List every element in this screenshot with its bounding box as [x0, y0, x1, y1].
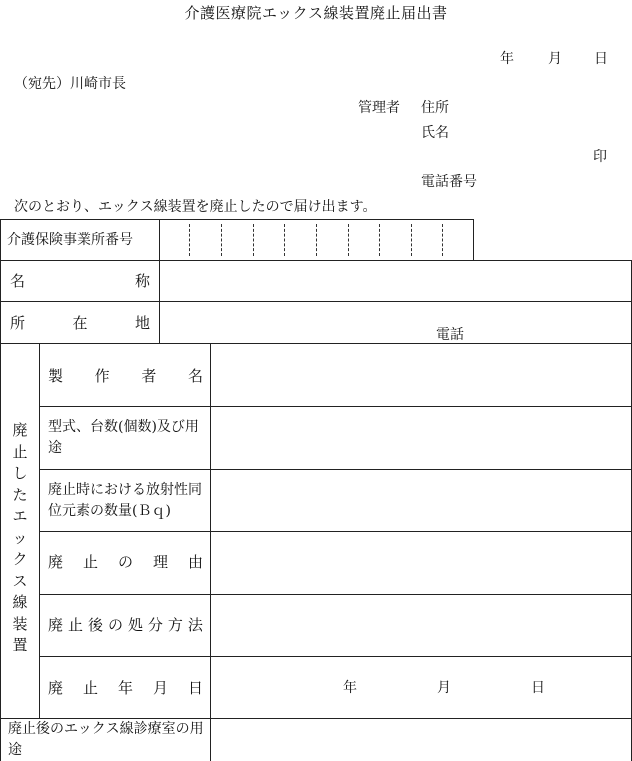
date-month-label: 月 [548, 51, 562, 67]
isotope-quantity-label: 廃止時における放射性同位元素の数量(Ｂｑ) [48, 482, 202, 519]
digit-box-divider [253, 224, 254, 256]
applicant-address-label: 住所 [421, 100, 449, 116]
provider-number-label: 介護保険事業所番号 [7, 232, 133, 248]
location-phone-label: 電話 [436, 327, 464, 343]
applicant-role: 管理者 [358, 100, 400, 116]
intro-statement: 次のとおり、エックス線装置を廃止したので届け出ます。 [14, 199, 377, 215]
manufacturer-label: 製 作 者 名 [48, 367, 203, 385]
abolition-date-year: 年 [343, 680, 357, 696]
location-field[interactable] [160, 302, 630, 343]
facility-name-field[interactable] [160, 261, 630, 301]
isotope-quantity-field[interactable] [211, 470, 630, 531]
model-quantity-use-field[interactable] [211, 407, 630, 469]
applicant-name-label: 氏名 [421, 125, 449, 141]
abolition-reason-label: 廃 止 の 理 由 [48, 553, 203, 571]
abolition-date-day: 日 [531, 680, 545, 696]
digit-box-divider [316, 224, 317, 256]
digit-box-divider [189, 224, 190, 256]
digit-box-divider [284, 224, 285, 256]
abolition-date-label: 廃 止 年 月 日 [48, 679, 203, 697]
manufacturer-field[interactable] [211, 344, 630, 406]
disposal-method-label: 廃 止 後 の 処 分 方 法 [48, 616, 203, 634]
location-label: 所 在 地 [10, 314, 150, 332]
abolition-reason-field[interactable] [211, 532, 630, 594]
digit-box-divider [221, 224, 222, 256]
date-day-label: 日 [594, 51, 608, 67]
applicant-phone-label: 電話番号 [421, 174, 477, 190]
digit-box-divider [442, 224, 443, 256]
addressee: （宛先）川崎市長 [14, 76, 126, 92]
room-use-label: 廃止後のエックス線診療室の用途 [8, 721, 204, 758]
digit-box-divider [379, 224, 380, 256]
room-use-field[interactable] [211, 719, 630, 761]
facility-name-label: 名 称 [10, 272, 150, 290]
abolition-date-field[interactable] [211, 657, 630, 718]
digit-box-divider [411, 224, 412, 256]
disposal-method-field[interactable] [211, 595, 630, 656]
model-quantity-use-label: 型式、台数(個数)及び用途 [48, 419, 199, 456]
seal-mark: 印 [593, 149, 607, 165]
abolished-device-group-label: 廃 止 し た エ ッ ク ス 線 装 置 [12, 421, 28, 654]
abolition-date-month: 月 [437, 680, 451, 696]
document-title: 介護医療院エックス線装置廃止届出書 [184, 4, 448, 22]
digit-box-divider [348, 224, 349, 256]
date-year-label: 年 [500, 51, 514, 67]
